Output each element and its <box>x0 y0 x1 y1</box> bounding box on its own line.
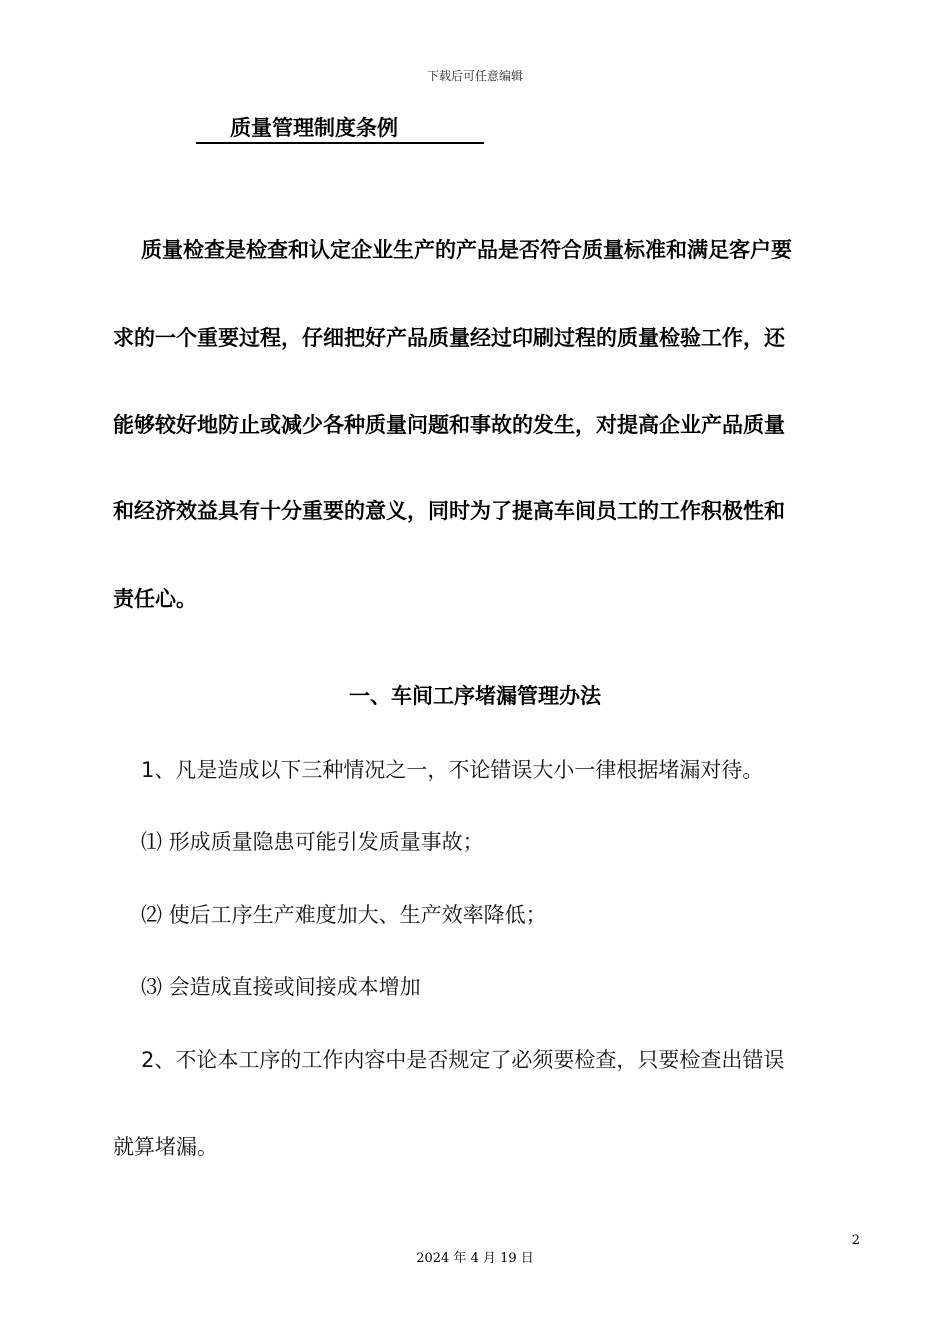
item-line-4: ⑶ 会造成直接或间接成本增加 <box>141 975 421 999</box>
intro-line-3: 能够较好地防止或减少各种质量问题和事故的发生，对提高企业产品质量 <box>113 413 785 437</box>
header-note: 下载后可任意编辑 <box>426 69 523 83</box>
footer-date: 2024 年 4 月 19 日 <box>416 1251 534 1266</box>
page-number: 2 <box>851 1233 860 1248</box>
item-line-6: 就算堵漏。 <box>113 1135 218 1159</box>
document-title <box>196 114 484 144</box>
item-line-1: 1、凡是造成以下三种情况之一，不论错误大小一律根据堵漏对待。 <box>141 758 764 782</box>
item-line-5: 2、不论本工序的工作内容中是否规定了必须要检查，只要检查出错误 <box>141 1048 785 1072</box>
intro-line-5: 责任心。 <box>113 587 197 611</box>
intro-line-1: 质量检查是检查和认定企业生产的产品是否符合质量标准和满足客户要 <box>141 238 792 262</box>
intro-line-4: 和经济效益具有十分重要的意义，同时为了提高车间员工的工作积极性和 <box>113 499 785 523</box>
item-line-3: ⑵ 使后工序生产难度加大、生产效率降低； <box>141 903 547 927</box>
section-heading: 一、车间工序堵漏管理办法 <box>349 684 601 708</box>
document-title-text: 质量管理制度条例 <box>230 116 398 140</box>
intro-line-2: 求的一个重要过程，仔细把好产品质量经过印刷过程的质量检验工作，还 <box>113 326 785 350</box>
item-line-2: ⑴ 形成质量隐患可能引发质量事故； <box>141 830 484 854</box>
